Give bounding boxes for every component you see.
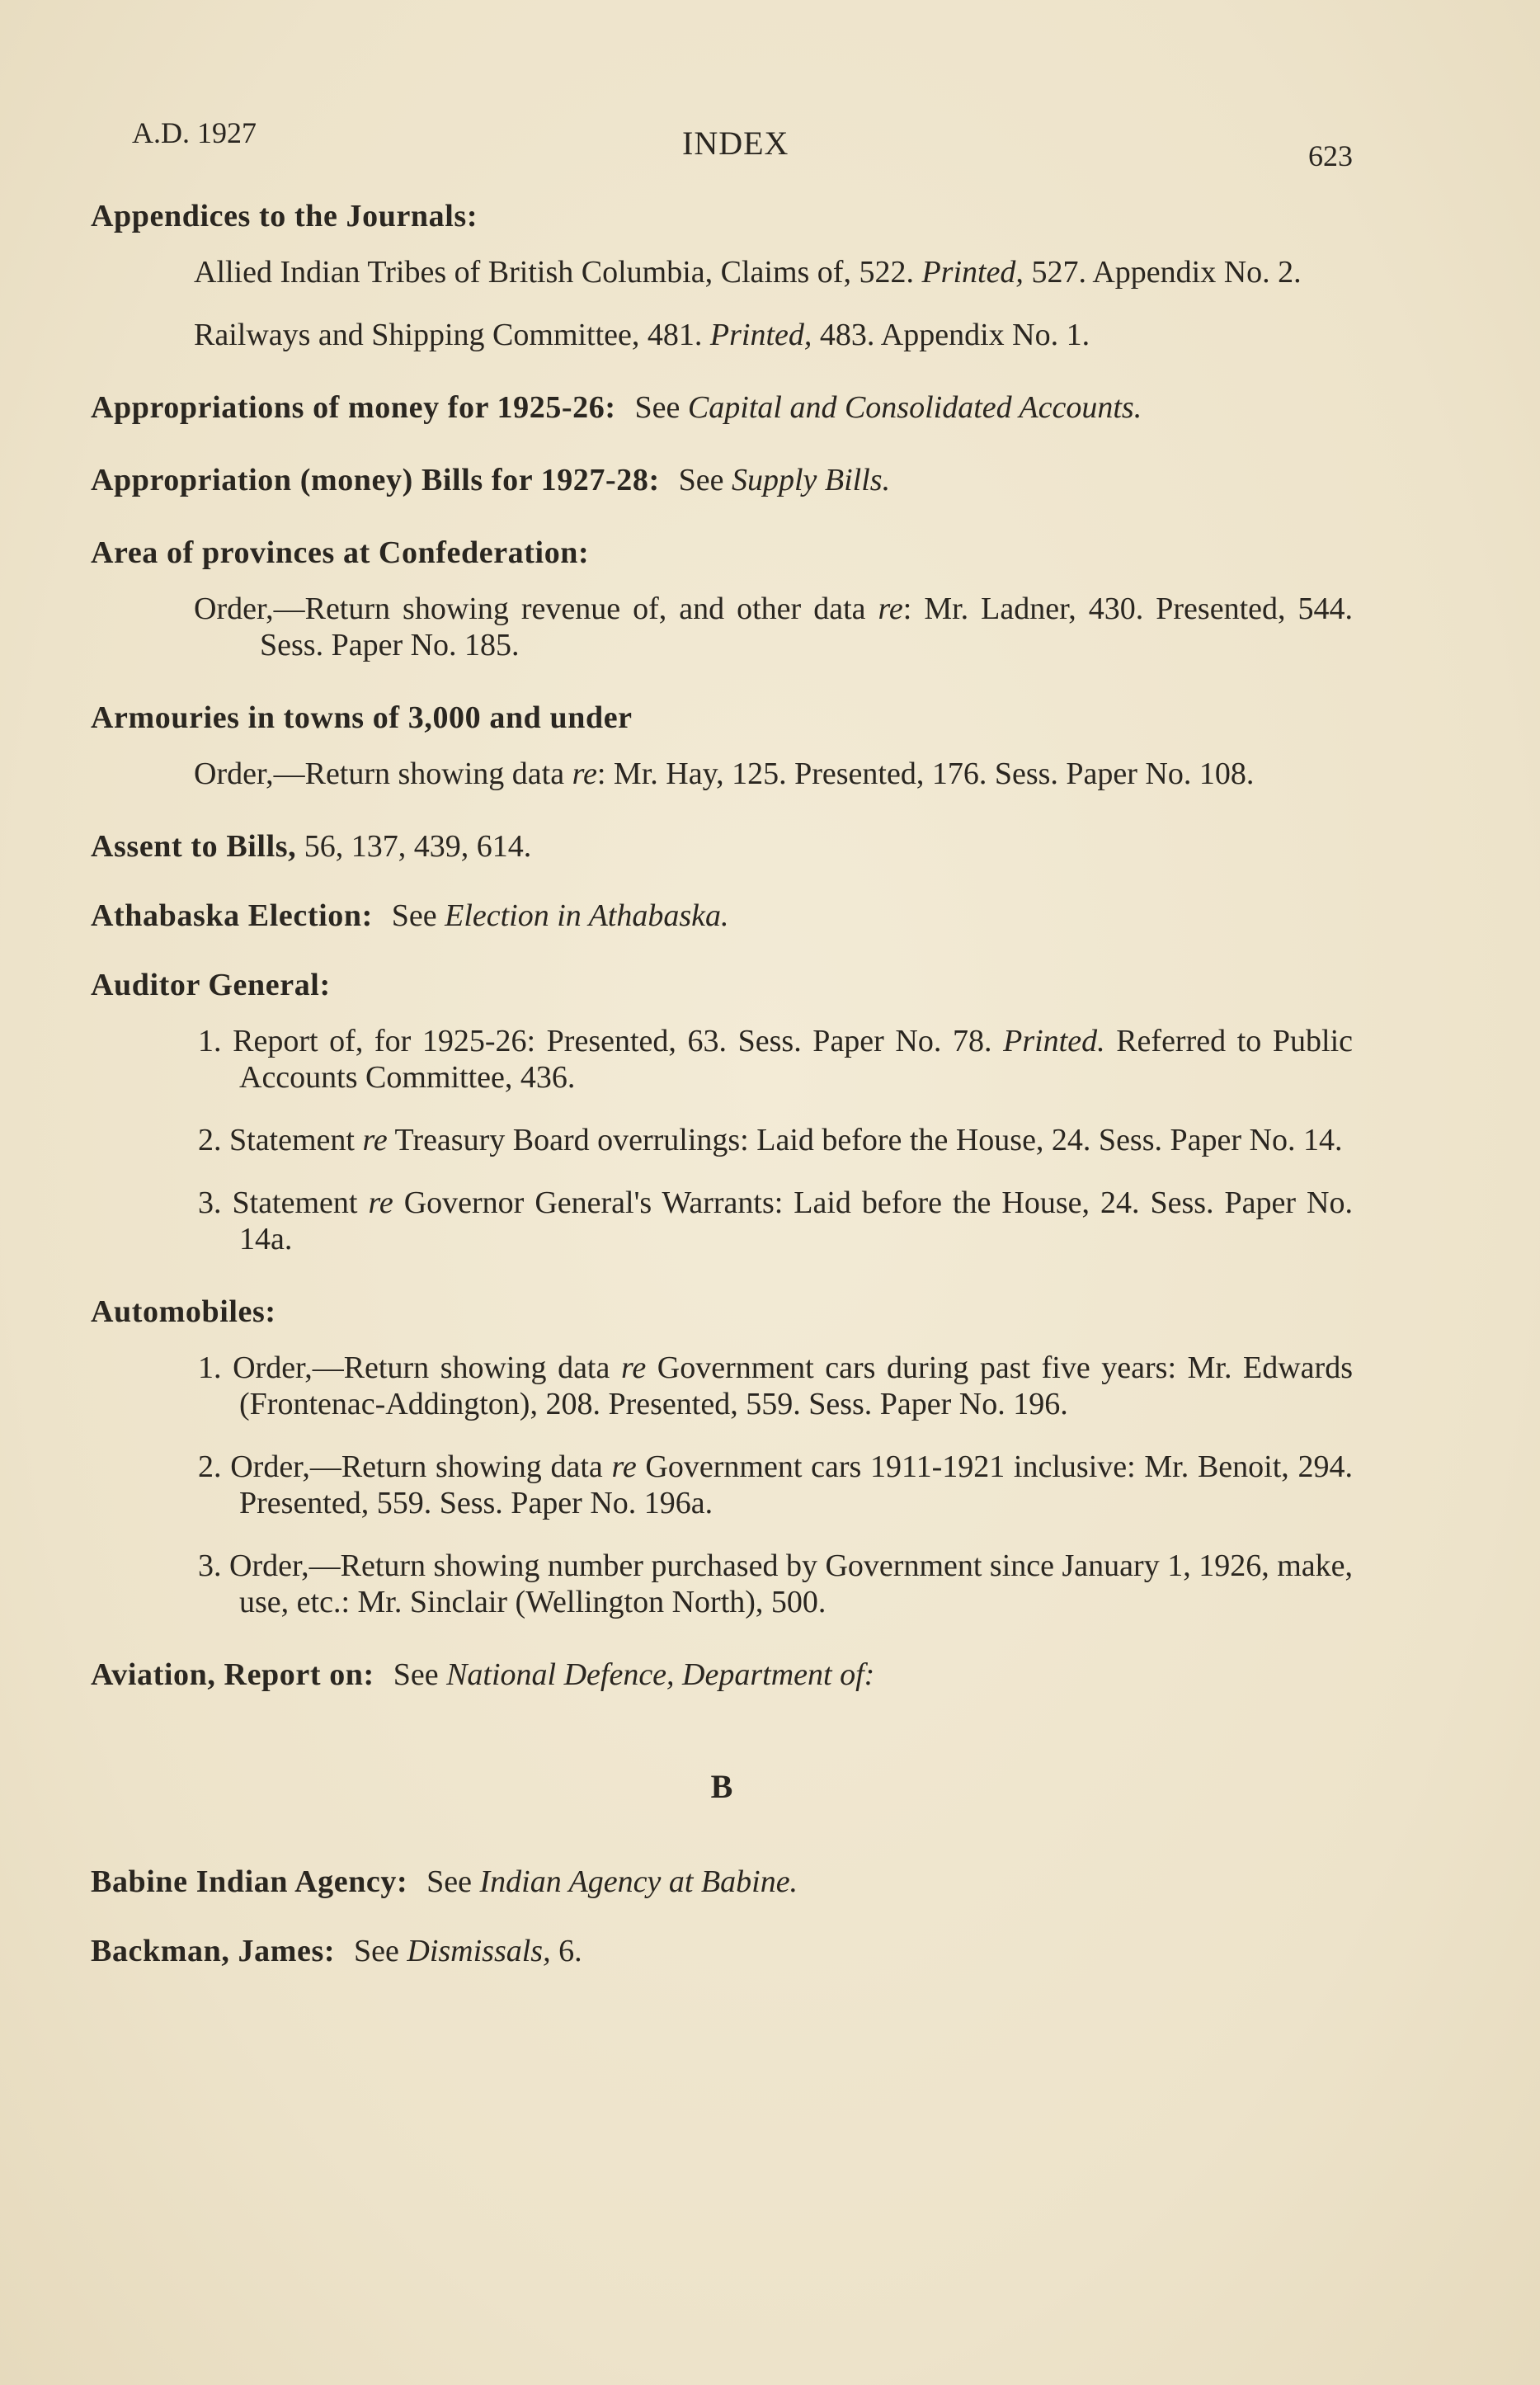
numbered-sub-entry (173, 1023, 1353, 1096)
section-letter: B (710, 1768, 733, 1805)
index-entry: Appendices to the Journals: Allied Indian Tribes of British Columbia, Claims of, 522. Printed, 527. Appendix No. 2. Railways and Shipping Committee, 481. Printed, 483. Appendix No. 1. (91, 198, 1353, 353)
see-word: See (393, 1657, 439, 1692)
header-title: INDEX (682, 125, 789, 162)
index-entry: Aviation, Report on: See National Defence, Department of: (91, 1657, 875, 1692)
sub-tail: 527. Appendix No. 2. (1023, 255, 1302, 290)
sub-tail: : Mr. Ladner, 430. Presented, 544. Sess. Paper No. 185. (260, 592, 1353, 662)
index-entry: Area of provinces at Confederation: Order,—Return showing revenue of, and other data re: Mr. Ladner, 430. Presented, 544. Sess. Paper No. 185. (91, 535, 1353, 662)
entry-heading: Area of provinces at Confederation (91, 535, 579, 570)
entry-heading: Armouries in towns of 3,000 and under (91, 700, 633, 735)
numbered-sub-entry (173, 1350, 1353, 1422)
see-word: See (391, 898, 437, 933)
entry-heading: Backman, James (91, 1934, 324, 1968)
entry-heading: Appropriations of money for 1925-26 (91, 390, 605, 425)
sub-text: Report of, for 1925-26: Presented, 63. Sess. Paper No. 78. (233, 1024, 1004, 1058)
numbered-sub-entry (173, 1185, 1353, 1257)
page-refs: 56, 137, 439, 614. (304, 829, 532, 864)
page-number: 623 (1308, 139, 1353, 172)
index-entry: Athabaska Election: See Election in Athabaska. (91, 898, 729, 933)
cross-reference: Indian Agency at Babine. (479, 1864, 798, 1899)
see-word: See (354, 1934, 399, 1968)
index-entry (91, 828, 1353, 865)
sub-tail: Government cars 1911-1921 inclusive: Mr. Benoit, 294. Presented, 559. Sess. Paper No. 196a. (239, 1449, 1353, 1520)
numbered-sub-entry (173, 1122, 1353, 1158)
sub-italic: Printed, (921, 255, 1024, 290)
sub-tail: Referred to Public Accounts Committee, 436. (239, 1024, 1354, 1095)
entry-heading: Assent to Bills, (91, 829, 297, 864)
sub-entry (194, 756, 1353, 792)
see-word: See (634, 390, 681, 425)
index-entry: Appropriation (money) Bills for 1927-28: See Supply Bills. (91, 463, 891, 497)
sub-italic: re (362, 1123, 388, 1157)
sub-text: Order,—Return showing data (233, 1350, 621, 1385)
entry-heading: Aviation, Report on (91, 1657, 364, 1692)
item-number: 1. (198, 1350, 222, 1385)
sub-text: Order,—Return showing revenue of, and other data (194, 592, 878, 626)
page-refs: 6. (550, 1934, 582, 1968)
item-number: 3. (198, 1548, 222, 1583)
index-entry: Automobiles: 1. Order,—Return showing data re Government cars during past five years: Mr. Edwards (Frontenac-Addington), 208. Presented, 559. Sess. Paper No. 196. 2. Order,—Return showing data re Government cars 1911-1921 inclusive: Mr. Benoit, 294. Presented, 559. Sess. Paper No. 196a. 3. Order,—Return showing number purchased by Government since January 1, 1926, make, use, etc.: Mr. Sinclair (Wellington North), 500. (91, 1294, 1354, 1619)
page-header (132, 115, 1353, 181)
cross-reference: Supply Bills. (731, 463, 891, 497)
index-entry: Babine Indian Agency: See Indian Agency at Babine. (91, 1864, 798, 1899)
cross-reference: National Defence, Department of: (446, 1657, 875, 1692)
sub-tail: Governor General's Warrants: Laid before the House, 24. Sess. Paper No. 14a. (239, 1185, 1354, 1256)
sub-entry (194, 591, 1353, 663)
cross-reference: Dismissals, (407, 1934, 551, 1968)
entry-heading: Auditor General (91, 968, 320, 1002)
index-entry (91, 700, 1353, 792)
sub-italic: re (368, 1185, 393, 1220)
sub-text: Order,—Return showing data (230, 1449, 612, 1484)
index-entry: Auditor General: 1. Report of, for 1925-26: Presented, 63. Sess. Paper No. 78. Printed. Referred to Public Accounts Committee, 436. 2. Statement re Treasury Board overrulings: Laid before the House, 24. Sess. Paper No. 14. 3. Statement re Governor General's Warrants: Laid before the House, 24. Sess. Paper No. 14a. (91, 968, 1354, 1256)
see-word: See (678, 463, 724, 497)
sub-entry (194, 254, 1353, 290)
sub-italic: re (572, 757, 597, 791)
entry-heading: Automobiles (91, 1294, 266, 1329)
sub-italic: Printed. (1003, 1024, 1105, 1058)
sub-tail: 483. Appendix No. 1. (812, 318, 1090, 352)
item-number: 1. (198, 1024, 222, 1058)
sub-tail: Treasury Board overrulings: Laid before the House, 24. Sess. Paper No. 14. (387, 1123, 1343, 1157)
sub-text: Allied Indian Tribes of British Columbia, Claims of, 522. (194, 255, 922, 290)
sub-italic: re (878, 592, 903, 626)
sub-entry (194, 317, 1353, 353)
sub-text: Order,—Return showing data (194, 757, 572, 791)
index-entry: Backman, James: See Dismissals, 6. (91, 1934, 582, 1968)
cross-reference: Election in Athabaska. (445, 898, 729, 933)
numbered-sub-entry (173, 1548, 1353, 1620)
index-entry: Appropriations of money for 1925-26: See Capital and Consolidated Accounts. (91, 390, 1142, 425)
sub-text: Order,—Return showing number purchased by Government since January 1, 1926, make, use, etc.: Mr. Sinclair (Wellington North), 500. (229, 1548, 1354, 1619)
numbered-sub-entry (173, 1449, 1353, 1521)
sub-text: Statement (229, 1123, 363, 1157)
header-year: A.D. 1927 (132, 116, 257, 149)
sub-text: Statement (232, 1185, 369, 1220)
index-content (91, 198, 1353, 2002)
sub-text: Railways and Shipping Committee, 481. (194, 318, 710, 352)
cross-reference: Capital and Consolidated Accounts. (687, 390, 1142, 425)
see-word: See (426, 1864, 473, 1899)
sub-italic: Printed, (709, 318, 812, 352)
entry-heading: Appropriation (money) Bills for 1927-28 (91, 463, 649, 497)
entry-heading: Athabaska Election (91, 898, 362, 933)
item-number: 3. (198, 1185, 222, 1220)
entry-heading: Appendices to the Journals (91, 199, 467, 233)
sub-italic: re (611, 1449, 637, 1484)
entry-heading: Babine Indian Agency (91, 1864, 397, 1899)
item-number: 2. (198, 1449, 222, 1484)
sub-italic: re (620, 1350, 647, 1385)
item-number: 2. (198, 1123, 222, 1157)
sub-tail: : Mr. Hay, 125. Presented, 176. Sess. Paper No. 108. (596, 757, 1255, 791)
sub-tail: Government cars during past five years: Mr. Edwards (Frontenac-Addington), 208. Presented, 559. Sess. Paper No. 196. (239, 1350, 1353, 1421)
